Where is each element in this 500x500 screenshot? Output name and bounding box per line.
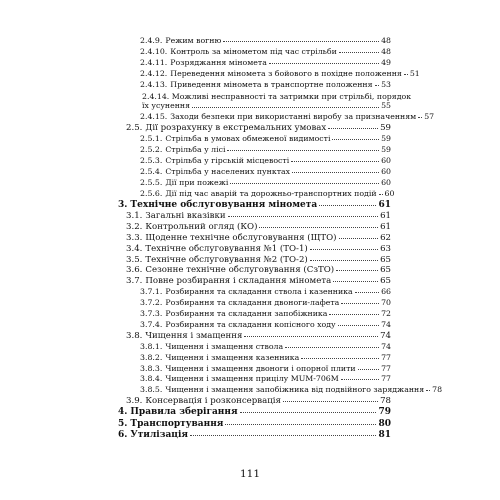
toc-entry [140, 157, 391, 165]
toc-entry-number: 2.5.1. [140, 134, 163, 144]
toc-entry [126, 397, 391, 406]
toc-entry-number: 3.7. [126, 276, 143, 287]
toc-entry [140, 365, 391, 373]
dot-leader [341, 378, 379, 380]
toc-entry-title: Контрольний огляд (КО) [145, 221, 258, 232]
toc-entry-number: 3.3. [126, 232, 143, 243]
dot-leader [355, 291, 379, 293]
toc-entry [126, 212, 391, 221]
dot-leader [190, 434, 376, 436]
toc-entry-number: 3.1. [126, 210, 143, 221]
toc-entry [126, 256, 391, 265]
toc-entry-page: 74 [381, 319, 391, 329]
toc-entry [126, 332, 391, 341]
toc-entry [126, 223, 391, 232]
toc-entry-page: 77 [381, 363, 391, 373]
dot-leader [269, 62, 379, 64]
toc-entry [140, 299, 391, 307]
dot-leader [339, 237, 379, 239]
dot-leader [292, 171, 379, 173]
toc-entry [140, 385, 443, 395]
toc-entry-title: Технічне обслуговування міномета [130, 199, 318, 210]
toc-entry-number: 2.4.12. [140, 68, 168, 78]
toc-entry-title: Загальні вказівки [145, 210, 226, 221]
toc-entry [126, 245, 391, 254]
toc-entry-page: 80 [378, 418, 391, 429]
toc-entry-title: Стрільба у лісі [165, 145, 226, 154]
toc-entry [140, 188, 395, 198]
toc-entry-page: 62 [380, 232, 391, 243]
toc-entry-page: 63 [380, 243, 391, 254]
toc-entry-page: 57 [424, 112, 435, 122]
toc-entry-title: Технічне обслуговування №2 (ТО-2) [145, 254, 308, 265]
toc-entry-number: 2.4.13. [140, 79, 168, 89]
toc-entry-page: 77 [381, 374, 391, 384]
toc-entry-title: Стрільба в умовах обмеженої видимості [165, 134, 331, 144]
toc-entry-title: Розряджання міномета [170, 57, 267, 67]
toc-entry [118, 201, 391, 210]
toc-entry-page: 72 [381, 309, 391, 319]
toc-entry-number: 3.8.4. [140, 374, 163, 384]
dot-leader [338, 324, 379, 326]
toc-entry-number: 3.8.1. [140, 341, 163, 351]
dot-leader [404, 73, 408, 75]
toc-entry-title: Чищення і змащення [145, 330, 243, 341]
toc-entry-page: 65 [380, 254, 391, 265]
toc-entry-number: 2.4.14. [142, 91, 170, 101]
toc-entry-page: 66 [381, 287, 391, 297]
toc-entry-number: 3. [118, 199, 128, 210]
dot-leader [329, 313, 379, 315]
toc-entry-title: Дії під час аварій та дорожньо-транспортних подій [165, 188, 377, 198]
toc-entry-page: 74 [381, 341, 391, 351]
toc-entry [140, 168, 391, 176]
toc-entry-page: 60 [381, 155, 391, 165]
page-number: 111 [239, 468, 261, 480]
toc-entry-title: Розбирання та складання запобіжника [165, 309, 328, 319]
toc-entry [140, 321, 391, 329]
toc-entry [140, 343, 391, 351]
toc-entry-title: Можливі несправності та затримки при стрільбі, порядок [169, 91, 412, 101]
toc-entry-number: 3.7.2. [140, 298, 163, 308]
toc-entry-title: Правила зберігання [130, 407, 238, 418]
toc-entry-number: 2.4.10. [140, 46, 168, 56]
dot-leader [285, 346, 379, 348]
toc-entry-title: Консервація і розконсервація [145, 396, 281, 407]
toc-entry-title: Розбирання та складання копісного ходу [165, 319, 336, 329]
dot-leader [332, 138, 379, 140]
toc-entry [140, 37, 391, 45]
toc-entry-title: Стрільба у населених пунктах [165, 166, 291, 176]
toc-entry-page: 59 [380, 123, 391, 134]
toc-entry [140, 288, 391, 296]
toc-entry-number: 3.7.4. [140, 319, 163, 329]
toc-entry-number: 2.5. [126, 123, 143, 134]
toc-entry-page: 74 [380, 330, 391, 341]
toc-entry-page: 60 [381, 177, 391, 187]
toc-entry-page: 70 [381, 298, 391, 308]
toc-entry-page: 48 [381, 36, 391, 45]
toc-entry-number: 3.4. [126, 243, 143, 254]
dot-leader [291, 160, 379, 162]
toc-entry-page: 65 [380, 265, 391, 276]
toc-entry-page: 60 [384, 188, 395, 198]
toc-entry-title: Чищення і змащення двоноги і опорної плити [165, 363, 356, 373]
toc-entry [126, 234, 391, 243]
dot-leader [223, 40, 379, 42]
dot-leader [341, 302, 379, 304]
toc-entry-title: Розбирання та складання ствола і казенника [165, 287, 353, 297]
dot-leader [283, 400, 378, 402]
toc-entry-title: Стрільба у гірській місцевості [165, 155, 290, 165]
dot-leader [301, 357, 379, 359]
toc-entry [140, 81, 391, 89]
toc-entry-number: 3.7.1. [140, 287, 163, 297]
toc-entry [140, 310, 391, 318]
dot-leader [375, 84, 380, 86]
toc-entry-title: Сезонне технічне обслуговування (СзТО) [145, 265, 335, 276]
toc-entry-page: 48 [381, 46, 391, 56]
toc-entry-number: 4. [118, 407, 128, 418]
dot-leader [192, 107, 379, 108]
toc-entry-title: Дії розрахунку в екстремальних умовах [145, 123, 327, 134]
toc-entry-title: Режим вогню [165, 36, 222, 45]
toc-entry [140, 146, 391, 154]
toc-entry-title: Транспортування [130, 418, 224, 429]
toc-entry-page: 59 [381, 145, 391, 154]
toc-entry-page: 59 [381, 134, 391, 144]
toc-entry [118, 408, 391, 417]
toc-entry-number: 2.5.2. [140, 145, 163, 154]
toc-entry-page: 60 [381, 166, 391, 176]
toc-entry-number: 3.8. [126, 330, 143, 341]
toc-entry-title-continued: їх усунення [142, 100, 191, 110]
dot-leader [339, 51, 379, 53]
toc-entry-title: Розбирання та складання двоноги-лафета [165, 298, 340, 308]
toc-entry [118, 420, 391, 429]
toc-entry-page: 51 [409, 68, 420, 78]
toc-entry [126, 277, 391, 286]
toc-entry [118, 431, 391, 440]
toc-entry [140, 68, 420, 78]
toc-entry-page: 79 [378, 407, 391, 418]
toc-entry [140, 375, 391, 383]
toc-entry-number: 3.5. [126, 254, 143, 265]
toc-entry-number: 6. [118, 430, 128, 441]
toc-entry-page: 49 [381, 57, 391, 67]
toc-entry [126, 266, 391, 275]
toc-entry-page: 61 [380, 221, 391, 232]
dot-leader [259, 226, 378, 228]
toc-entry-number: 2.5.3. [140, 155, 163, 165]
toc-entry-title: Технічне обслуговування №1 (ТО-1) [145, 243, 308, 254]
toc-entry-page: 61 [378, 199, 391, 210]
toc-entry-title: Приведення міномета в транспортне положення [170, 79, 373, 89]
dot-leader [319, 204, 376, 206]
toc-entry-page: 78 [380, 396, 391, 407]
toc-entry-title: Чищення і змащення прицілу MUM-706M [165, 374, 339, 384]
toc-entry-page: 81 [378, 430, 391, 441]
dot-leader [379, 193, 383, 195]
toc-entry-number: 3.8.3. [140, 363, 163, 373]
toc-entry-number: 2.4.9. [140, 36, 163, 45]
toc-entry [140, 48, 391, 56]
toc-entry-title: Чищення і змащення казенника [165, 352, 300, 362]
toc-entry-number: 3.8.5. [140, 385, 163, 395]
toc-entry-title: Утилізація [130, 430, 189, 441]
toc-entry-number: 3.6. [126, 265, 143, 276]
toc-entry-number: 2.5.5. [140, 177, 163, 187]
toc-entry-page: 53 [381, 79, 391, 89]
toc-entry-number: 2.4.15. [140, 112, 168, 122]
toc-entry-number: 3.8.2. [140, 352, 163, 362]
dot-leader [328, 127, 378, 129]
toc-entry-title: Чищення і змащення запобіжника від подвійного заряджання [165, 385, 425, 395]
toc-entry [142, 91, 412, 110]
dot-leader [230, 182, 379, 184]
toc-entry-number: 3.9. [126, 396, 143, 407]
dot-leader [310, 248, 378, 250]
toc-entry-title: Заходи безпеки при використанні виробу за призначенням [170, 112, 417, 122]
toc-entry-number: 3.7.3. [140, 309, 163, 319]
toc-entry-page: 65 [380, 276, 391, 287]
toc-entry-number: 5. [118, 418, 128, 429]
toc-entry-page: 61 [380, 210, 391, 221]
dot-leader [225, 423, 376, 425]
toc-entry-title: Переведення міномета з бойового в похідне положення [170, 68, 402, 78]
toc-entry [140, 354, 391, 362]
toc-entry-title: Щоденне технічне обслуговування (ЩТО) [145, 232, 337, 243]
dot-leader [310, 259, 378, 261]
dot-leader [227, 149, 379, 151]
toc-entry-title: Чищення і змащення ствола [165, 341, 284, 351]
dot-leader [418, 116, 422, 118]
dot-leader [228, 215, 379, 217]
toc-entry-title: Повне розбирання і складання міномета [145, 276, 332, 287]
dot-leader [336, 269, 378, 271]
toc-entry [126, 124, 391, 133]
toc-entry-number: 2.4.11. [140, 57, 168, 67]
dot-leader [240, 411, 377, 413]
toc-entry [140, 59, 391, 67]
toc-entry-number: 2.5.4. [140, 166, 163, 176]
toc-entry [140, 135, 391, 143]
toc-entry-number: 3.2. [126, 221, 143, 232]
toc-entry-title: Дії при пожежі [165, 177, 229, 187]
toc-entry-number: 2.5.6. [140, 188, 163, 198]
toc-entry [140, 112, 435, 122]
dot-leader [358, 368, 379, 370]
toc-entry-page: 55 [381, 100, 391, 110]
toc-entry-title: Контроль за мінометом під час стрільби [170, 46, 337, 56]
toc-entry-page: 77 [381, 352, 391, 362]
dot-leader [426, 389, 430, 391]
toc-entry-page: 78 [432, 385, 443, 395]
dot-leader [333, 280, 378, 282]
dot-leader [244, 335, 378, 337]
toc-entry [140, 179, 391, 187]
